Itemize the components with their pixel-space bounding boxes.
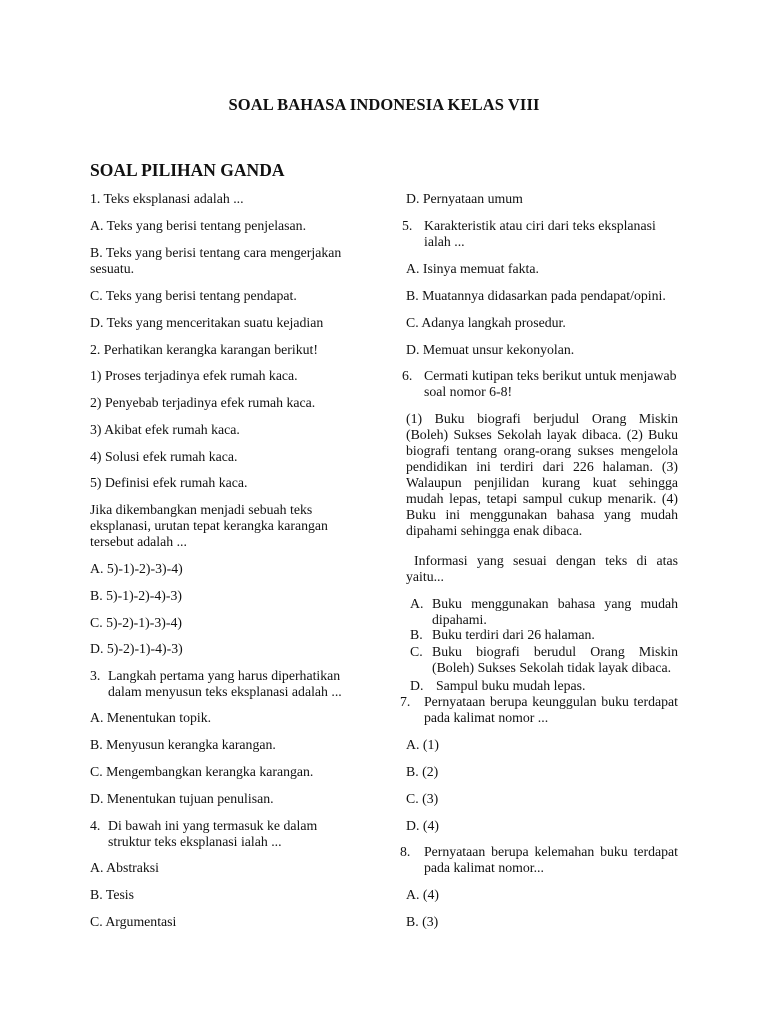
question-5: Karakteristik atau ciri dari teks eksplanasi ialah ...	[424, 218, 656, 249]
q5-option-c: C. Adanya langkah prosedur.	[406, 315, 566, 330]
q4-number: 4.	[90, 818, 101, 833]
q4-option-d: D. Pernyataan umum	[406, 191, 523, 206]
q2-option-c: C. 5)-2)-1)-3)-4)	[90, 615, 182, 630]
document-title: SOAL BAHASA INDONESIA KELAS VIII	[228, 95, 540, 114]
q5-number: 5.	[402, 218, 413, 233]
q6-option-d-label: D.	[410, 678, 424, 693]
q6-option-c-label: C.	[410, 644, 423, 659]
q7-option-b: B. (2)	[406, 764, 439, 779]
q3-number: 3.	[90, 668, 101, 683]
q4-option-a: A. Abstraksi	[90, 860, 159, 875]
q6-prompt: Informasi yang sesuai dengan teks di atas yaitu...	[406, 553, 678, 584]
q7-option-d: D. (4)	[406, 818, 439, 833]
question-6: Cermati kutipan teks berikut untuk menjawab soal nomor 6-8!	[424, 368, 677, 399]
q7-number: 7.	[400, 694, 411, 709]
q6-option-b-label: B.	[410, 627, 423, 642]
q6-number: 6.	[402, 368, 413, 383]
q1-option-b: B. Teks yang berisi tentang cara mengerjakan sesuatu.	[90, 245, 342, 276]
q5-option-d: D. Memuat unsur kekonyolan.	[406, 342, 575, 357]
q3-option-d: D. Menentukan tujuan penulisan.	[90, 791, 274, 806]
q2-option-d: D. 5)-2)-1)-4)-3)	[90, 641, 183, 656]
q2-outline-4: 4) Solusi efek rumah kaca.	[90, 449, 238, 464]
q2-prompt: Jika dikembangkan menjadi sebuah teks eksplanasi, urutan tepat kerangka karangan tersebut adalah ...	[90, 502, 328, 549]
q5-option-a: A. Isinya memuat fakta.	[406, 261, 539, 276]
q3-option-c: C. Mengembangkan kerangka karangan.	[90, 764, 314, 779]
q1-option-a: A. Teks yang berisi tentang penjelasan.	[90, 218, 307, 233]
question-2: 2. Perhatikan kerangka karangan berikut!	[90, 342, 318, 357]
q6-option-d: Sampul buku mudah lepas.	[436, 678, 586, 693]
question-1: 1. Teks eksplanasi adalah ...	[90, 191, 244, 206]
q2-option-a: A. 5)-1)-2)-3)-4)	[90, 561, 183, 576]
q2-outline-5: 5) Definisi efek rumah kaca.	[90, 475, 248, 490]
q3-option-a: A. Menentukan topik.	[90, 710, 212, 725]
q8-option-b: B. (3)	[406, 914, 439, 929]
q4-option-b: B. Tesis	[90, 887, 135, 902]
q6-option-a: Buku menggunakan bahasa yang mudah dipahami.	[432, 596, 678, 627]
q6-option-a-label: A.	[410, 596, 424, 611]
q2-option-b: B. 5)-1)-2)-4)-3)	[90, 588, 182, 603]
section-heading: SOAL PILIHAN GANDA	[90, 160, 285, 180]
question-3: Langkah pertama yang harus diperhatikan dalam menyusun teks eksplanasi adalah ...	[108, 668, 342, 699]
q6-option-c: Buku biografi berudul Orang Miskin (Boleh) Sukses Sekolah tidak layak dibaca.	[432, 644, 678, 675]
q7-option-a: A. (1)	[406, 737, 439, 752]
q1-option-d: D. Teks yang menceritakan suatu kejadian	[90, 315, 324, 330]
q4-option-c: C. Argumentasi	[90, 914, 177, 929]
question-4: Di bawah ini yang termasuk ke dalam struktur teks eksplanasi ialah ...	[108, 818, 318, 849]
q8-option-a: A. (4)	[406, 887, 439, 902]
q6-option-b: Buku terdiri dari 26 halaman.	[432, 627, 595, 642]
question-8: Pernyataan berupa kelemahan buku terdapat pada kalimat nomor...	[424, 844, 678, 875]
q2-outline-1: 1) Proses terjadinya efek rumah kaca.	[90, 368, 298, 383]
q5-option-b: B. Muatannya didasarkan pada pendapat/opini.	[406, 288, 666, 303]
q3-option-b: B. Menyusun kerangka karangan.	[90, 737, 276, 752]
q7-option-c: C. (3)	[406, 791, 439, 806]
q8-number: 8.	[400, 844, 411, 859]
question-7: Pernyataan berupa keunggulan buku terdapat pada kalimat nomor ...	[424, 694, 678, 725]
q1-option-c: C. Teks yang berisi tentang pendapat.	[90, 288, 297, 303]
reading-passage: (1) Buku biografi berjudul Orang Miskin (Boleh) Sukses Sekolah layak dibaca. (2) Buku biografi tentang orang-orang sukses mengelola pendidikan ini terdiri dari 226 halaman. (3) Walaupun penjilidan kurang kuat sehingga mudah lepas, tetapi sampul cukup menarik. (4) Buku ini menggunakan bahasa yang mudah dipahami sehingga enak dibaca.	[406, 411, 678, 538]
q2-outline-3: 3) Akibat efek rumah kaca.	[90, 422, 240, 437]
q2-outline-2: 2) Penyebab terjadinya efek rumah kaca.	[90, 395, 316, 410]
